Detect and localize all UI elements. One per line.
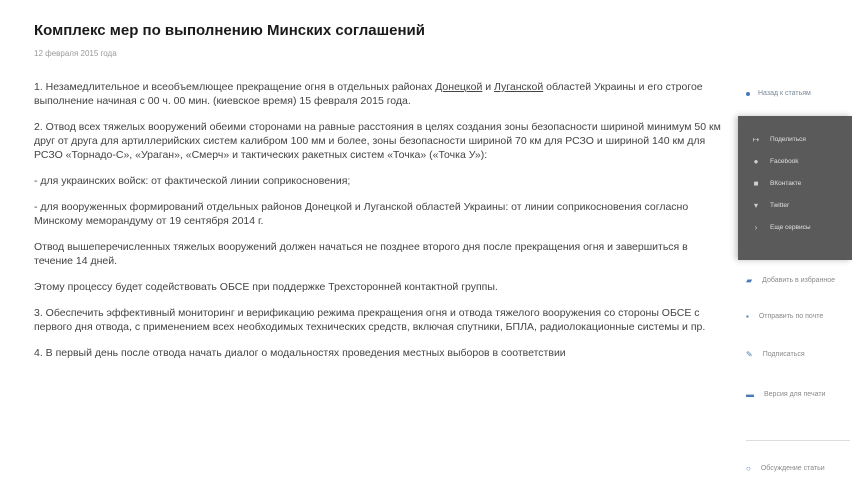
paragraph-1 <box>34 80 724 108</box>
paragraph-8: 4. В первый день после отвода начать диалог о модальностях проведения местных выборов в соответствии <box>34 347 566 359</box>
bullet-icon <box>746 92 750 96</box>
action-label: Добавить в избранное <box>762 277 836 284</box>
star-icon: ▰ <box>746 276 753 285</box>
pencil-icon: ✎ <box>746 350 753 359</box>
menu-item-label: Еще сервисы <box>770 223 811 231</box>
email-action[interactable] <box>746 312 823 321</box>
paragraph-2: 2. Отвод всех тяжелых вооружений обеими сторонами на равные расстояния в целях создания зоны безопасности шириной минимум 50 км друг от друга для артиллерийских систем калибром 100 мм и более, зоны безопасности шириной 70 км для РСЗО и шириной 140 км для РСЗО «Торнадо-С», «Ураган», «Смерч» и тактических ракетных систем «Точка» («Точка У»): <box>34 121 721 161</box>
paragraph-1-text-a: 1. Незамедлительное и всеобъемлющее прекращение огня в отдельных районах <box>34 81 436 93</box>
print-icon: ▬ <box>746 390 754 399</box>
menu-item-more[interactable] <box>738 216 852 238</box>
menu-item-label: ВКонтакте <box>770 179 802 187</box>
article-title: Комплекс мер по выполнению Минских соглашений <box>34 22 425 39</box>
menu-item-share[interactable] <box>738 128 852 150</box>
back-link[interactable] <box>746 90 811 97</box>
paragraph-7: 3. Обеспечить эффективный мониторинг и верификацию режима прекращения огня и отвода тяжелого вооружения со стороны ОБСЕ с первого дня отвода, с применением всех необходимых технических средств, включая спутники, БПЛА, радиолокационные системы и пр. <box>34 307 706 333</box>
menu-item-label: Поделиться <box>770 135 806 143</box>
twitter-icon: ▾ <box>753 200 758 210</box>
vk-icon: ■ <box>753 178 759 188</box>
menu-item-vk[interactable] <box>738 172 852 194</box>
article <box>34 22 724 372</box>
comments-link[interactable] <box>746 464 825 473</box>
article-date: 12 февраля 2015 года <box>34 49 117 58</box>
link-lugansk[interactable]: Луганской <box>494 81 544 93</box>
link-donetsk[interactable]: Донецкой <box>435 81 483 93</box>
mail-icon: ▪ <box>746 312 749 321</box>
comments-label: Обсуждение статьи <box>760 465 825 472</box>
paragraph-5: Отвод вышеперечисленных тяжелых вооружений должен начаться не позднее второго дня после прекращения огня и завершиться в течение 14 дней. <box>34 241 688 267</box>
share-icon: ↦ <box>752 134 760 144</box>
print-action[interactable] <box>746 390 825 399</box>
paragraph-1-text-c: областей Украины и его строгое выполнение начиная с 00 ч. 00 мин. (киевское время) 15 февраля 2015 года. <box>34 81 703 107</box>
menu-item-facebook[interactable] <box>738 150 852 172</box>
paragraph-3: - для украинских войск: от фактической линии соприкосновения; <box>34 175 351 187</box>
comment-icon: ○ <box>746 464 751 473</box>
facebook-icon: ● <box>753 156 759 166</box>
share-menu <box>738 116 852 260</box>
action-label: Отправить по почте <box>758 313 824 320</box>
action-label: Подписаться <box>762 351 805 358</box>
menu-item-label: Facebook <box>770 157 799 165</box>
sidebar-divider <box>746 440 850 441</box>
favorite-action[interactable] <box>746 276 835 285</box>
paragraph-1-text-b: и <box>482 81 495 93</box>
subscribe-action[interactable] <box>746 350 805 359</box>
action-label: Версия для печати <box>764 391 826 398</box>
menu-item-label: Twitter <box>770 201 790 209</box>
sidebar <box>738 0 852 478</box>
paragraph-4: - для вооруженных формирований отдельных районов Донецкой и Луганской областей Украины: от линии соприкосновения согласно Минскому меморандуму от 19 сентября 2014 г. <box>34 201 689 227</box>
menu-item-twitter[interactable] <box>738 194 852 216</box>
back-link-label: Назад к статьям <box>758 90 811 97</box>
link-icon: › <box>754 222 758 232</box>
paragraph-6: Этому процессу будет содействовать ОБСЕ при поддержке Трехсторонней контактной группы. <box>34 281 498 293</box>
